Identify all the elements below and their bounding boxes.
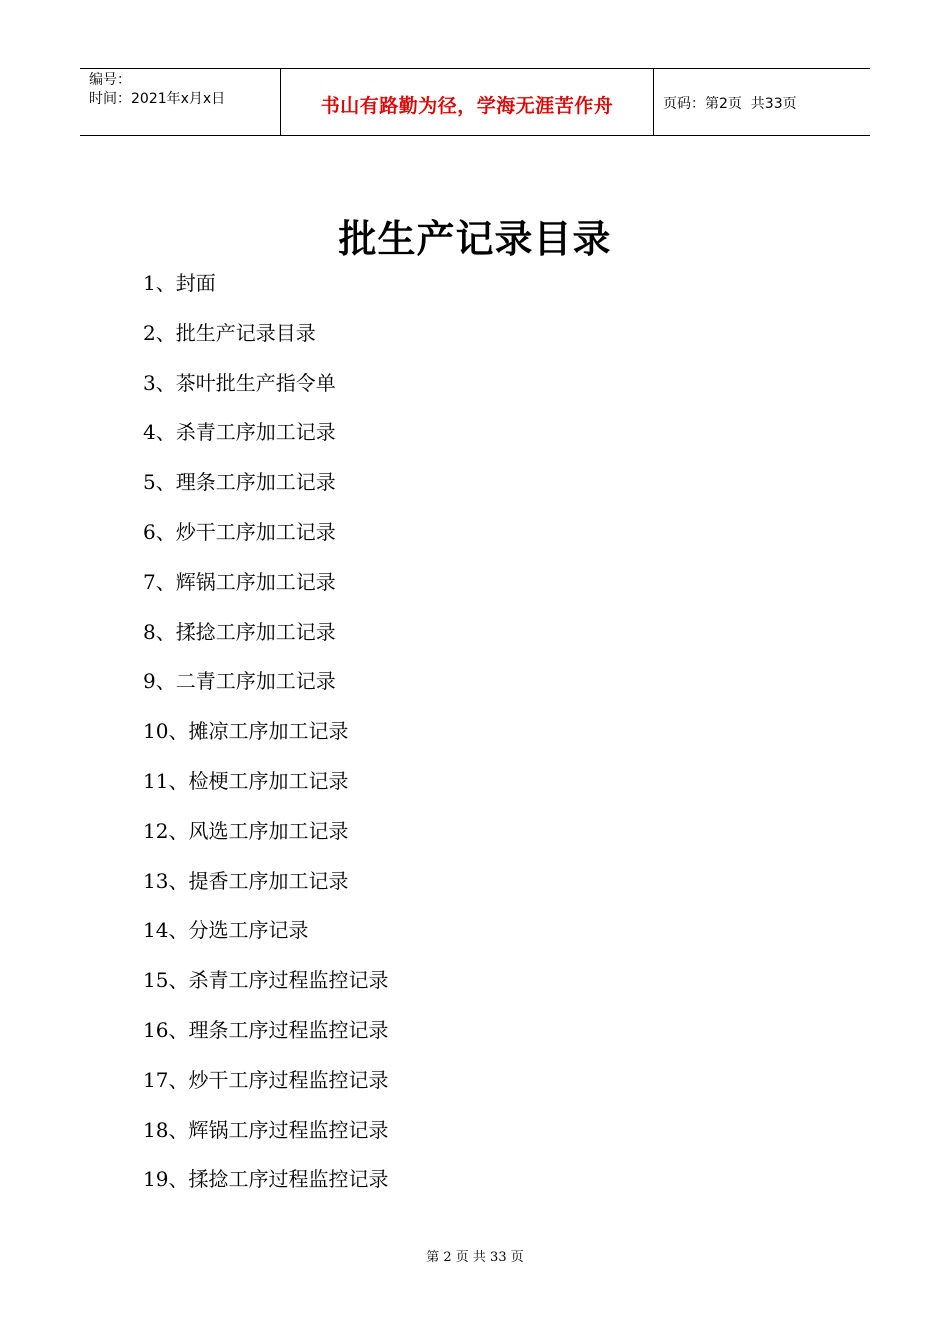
toc-item: 8、揉捻工序加工记录 [143, 619, 336, 644]
page-footer: 第 2 页 共 33 页 [426, 1250, 524, 1265]
toc-item: 14、分选工序记录 [143, 918, 309, 943]
document-number-label: 编号： [89, 72, 131, 88]
page-header [80, 68, 870, 136]
toc-item: 4、杀青工序加工记录 [143, 420, 336, 445]
toc-item: 6、炒干工序加工记录 [143, 519, 336, 544]
toc-item: 9、二青工序加工记录 [143, 669, 336, 694]
toc-item: 17、炒干工序过程监控记录 [143, 1067, 389, 1092]
toc-item: 2、批生产记录目录 [143, 320, 316, 345]
toc-item: 10、摊凉工序加工记录 [143, 719, 349, 744]
page-title: 批生产记录目录 [338, 217, 612, 261]
toc-item: 13、提香工序加工记录 [143, 868, 349, 893]
header-page-code: 页码：第2页 共33页 [663, 96, 797, 112]
toc-item: 5、理条工序加工记录 [143, 470, 336, 495]
header-meta [80, 69, 281, 135]
header-motto: 书山有路勤为径，学海无涯苦作舟 [281, 69, 654, 135]
table-of-contents [143, 266, 388, 1212]
toc-item: 7、辉锅工序加工记录 [143, 569, 336, 594]
toc-item: 11、检梗工序加工记录 [143, 768, 349, 793]
toc-item: 3、茶叶批生产指令单 [143, 370, 336, 395]
toc-item: 1、封面 [143, 271, 216, 295]
toc-item: 12、风选工序加工记录 [143, 818, 349, 843]
toc-item: 19、揉捻工序过程监控记录 [143, 1167, 389, 1192]
toc-item: 16、理条工序过程监控记录 [143, 1017, 389, 1042]
toc-item: 18、辉锅工序过程监控记录 [143, 1117, 389, 1142]
document-date: 时间：2021年x月x日 [89, 91, 226, 107]
toc-item: 15、杀青工序过程监控记录 [143, 968, 389, 993]
